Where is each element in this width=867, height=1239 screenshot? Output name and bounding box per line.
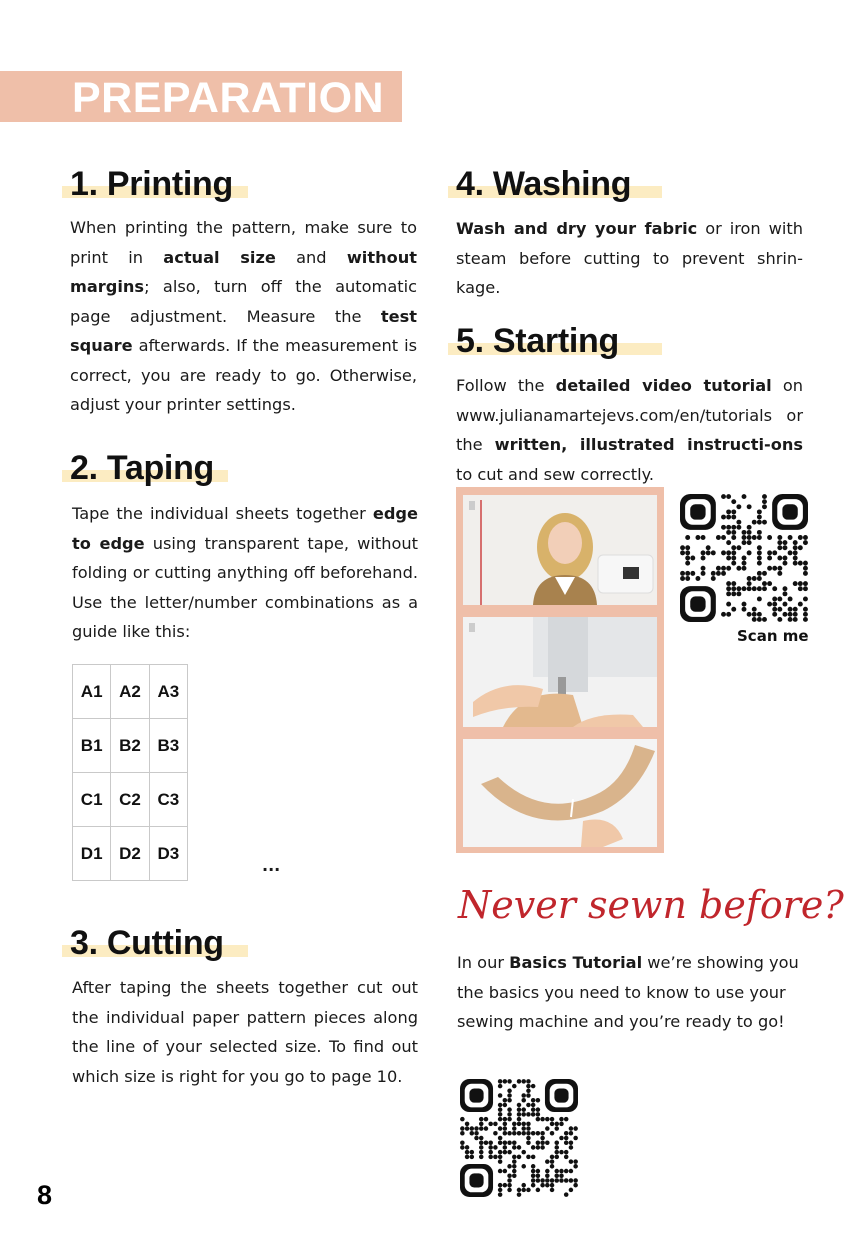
text-run: and — [275, 247, 347, 267]
starting-text — [456, 371, 803, 489]
tutorial-photo-sewing[interactable] — [463, 617, 657, 727]
script-title-text: Never sewn before? — [458, 883, 844, 927]
cutting-text — [72, 973, 418, 1091]
grid-row — [73, 719, 188, 773]
grid-row — [73, 773, 188, 827]
bold-text: Basics Tutorial — [509, 953, 643, 972]
never-sewn-script-title — [456, 862, 844, 948]
text-run: we’re showing you the basics you need to know to use your sewing machine and you’re ready to go! — [457, 953, 799, 1031]
qr-code-icon[interactable] — [680, 494, 808, 622]
heading-taping: 2. Taping — [70, 449, 215, 487]
grid-ellipsis: ... — [262, 856, 281, 875]
printing-text — [70, 213, 417, 420]
grid-cell: A3 — [149, 665, 187, 719]
grid-cell: C1 — [73, 773, 111, 827]
page-number: 8 — [37, 1180, 53, 1210]
grid-cell: A2 — [111, 665, 149, 719]
text-run: When printing the pattern, make sure to print in — [70, 218, 417, 267]
page-title: PREPARATION — [72, 74, 385, 122]
bold-text: test square — [70, 306, 417, 355]
taping-text — [72, 499, 418, 647]
grid-cell: B1 — [73, 719, 111, 773]
bold-text: edge to edge — [72, 504, 418, 553]
text-run: Tape the individual sheets together — [72, 504, 373, 523]
heading-printing: 1. Printing — [70, 165, 233, 203]
grid-row — [73, 665, 188, 719]
text-run: After taping the sheets together cut out the individual paper pattern pieces along the line of your selected size. To find out which size is right for you go to page 10. — [72, 978, 418, 1086]
grid-cell: B2 — [111, 719, 149, 773]
grid-cell: A1 — [73, 665, 111, 719]
text-run: on www.julianamartejevs.com/en/tutorials or the — [456, 376, 803, 454]
text-run: Follow the — [456, 376, 556, 395]
text-run: afterwards. If the measurement is correct, you are ready to go. Otherwise, adjust your printer settings. — [70, 336, 417, 414]
bold-text: without margins — [70, 247, 417, 296]
text-run: In our — [457, 953, 510, 972]
bold-text: Wash and dry your fabric — [456, 219, 698, 238]
washing-text — [456, 214, 803, 303]
qr-code-icon[interactable] — [460, 1079, 578, 1197]
heading-starting: 5. Starting — [456, 322, 619, 360]
text-run: ; also, turn off the automatic page adjustment. Measure the — [70, 277, 417, 326]
tutorial-photo-presenter[interactable] — [463, 495, 657, 605]
basics-tutorial-text — [457, 948, 805, 1037]
grid-cell: D1 — [73, 827, 111, 881]
text-run: or iron with steam before cutting to prevent shrin-kage. — [456, 219, 803, 297]
bold-text: actual size — [163, 247, 276, 267]
grid-cell: D3 — [149, 827, 187, 881]
grid-cell: C2 — [111, 773, 149, 827]
heading-washing: 4. Washing — [456, 165, 632, 203]
text-run: using transparent tape, without folding or cutting anything off beforehand. Use the letter/number combinations as a guide like this: — [72, 533, 418, 641]
grid-cell: D2 — [111, 827, 149, 881]
bold-text: detailed video tutorial — [555, 376, 772, 395]
sheet-grid — [72, 664, 188, 881]
grid-row — [73, 827, 188, 881]
bold-text: written, illustrated instructi-ons — [494, 435, 803, 454]
grid-cell: C3 — [149, 773, 187, 827]
heading-cutting: 3. Cutting — [70, 924, 224, 962]
grid-cell: B3 — [149, 719, 187, 773]
scan-me-label: Scan me — [737, 627, 809, 645]
text-run: to cut and sew correctly. — [456, 464, 655, 484]
tutorial-photo-pattern-piece[interactable] — [463, 739, 657, 847]
